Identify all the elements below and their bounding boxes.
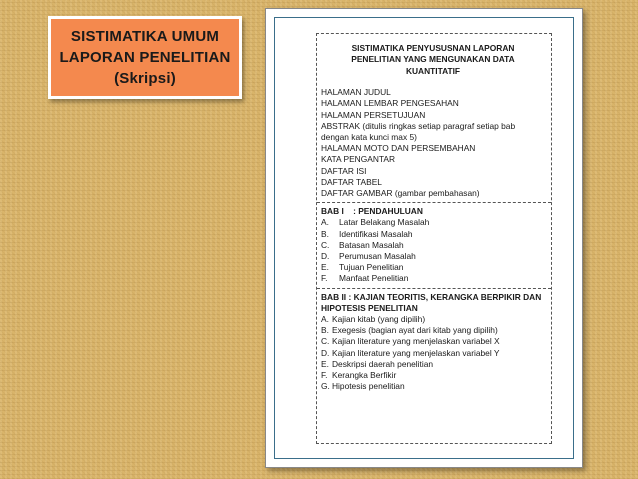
bab2-item: G. Hipotesis penelitian: [321, 381, 405, 392]
front-matter-item: DAFTAR GAMBAR (gambar pembahasan): [321, 188, 480, 199]
slide-title-box: [48, 16, 242, 99]
front-matter-item: HALAMAN PERSETUJUAN: [321, 109, 426, 120]
bab1-item: E. Tujuan Penelitian: [321, 262, 404, 273]
bab1-item: B. Identifikasi Masalah: [321, 228, 413, 239]
document-outline: [316, 33, 552, 444]
bab1-item: C. Batasan Masalah: [321, 239, 404, 250]
front-matter-item: DAFTAR ISI: [321, 165, 367, 176]
front-matter-item: DAFTAR TABEL: [321, 176, 382, 187]
bab1-item: D. Perumusan Masalah: [321, 251, 416, 262]
title-line-3: (Skripsi): [114, 70, 176, 87]
front-matter-item: ABSTRAK (ditulis ringkas setiap paragraf setiap bab dengan kata kunci max 5): [321, 120, 516, 143]
bab1-item: F. Manfaat Penelitian: [321, 273, 409, 284]
bab2-item: C. Kajian literature yang menjelaskan variabel X: [321, 336, 500, 347]
bab2-item: E. Deskripsi daerah penelitian: [321, 358, 434, 369]
bab2-heading: BAB II : KAJIAN TEORITIS, KERANGKA BERPIKIR DAN HIPOTESIS PENELITIAN: [321, 291, 542, 313]
section-divider: [317, 202, 551, 203]
document-title: SISTIMATIKA PENYUSUSNAN LAPORAN PENELITIAN YANG MENGUNAKAN DATA KUANTITATIF: [351, 43, 515, 76]
front-matter-item: HALAMAN JUDUL: [321, 87, 391, 98]
bab2-item: B. Exegesis (bagian ayat dari kitab yang dipilih): [321, 325, 498, 336]
front-matter-item: HALAMAN MOTO DAN PERSEMBAHAN: [321, 143, 476, 154]
document-page: [265, 8, 583, 468]
title-line-2: LAPORAN PENELITIAN: [59, 49, 231, 66]
front-matter-item: HALAMAN LEMBAR PENGESAHAN: [321, 98, 459, 109]
bab1-item: A. Latar Belakang Masalah: [321, 217, 430, 228]
bab2-item: D. Kajian literature yang menjelaskan variabel Y: [321, 347, 500, 358]
bab1-heading: BAB I : PENDAHULUAN: [321, 206, 423, 217]
bab2-item: F. Kerangka Berfikir: [321, 370, 397, 381]
front-matter-item: KATA PENGANTAR: [321, 154, 395, 165]
section-divider: [317, 288, 551, 289]
bab2-item: A. Kajian kitab (yang dipilih): [321, 314, 426, 325]
title-line-1: SISTIMATIKA UMUM: [70, 28, 220, 45]
